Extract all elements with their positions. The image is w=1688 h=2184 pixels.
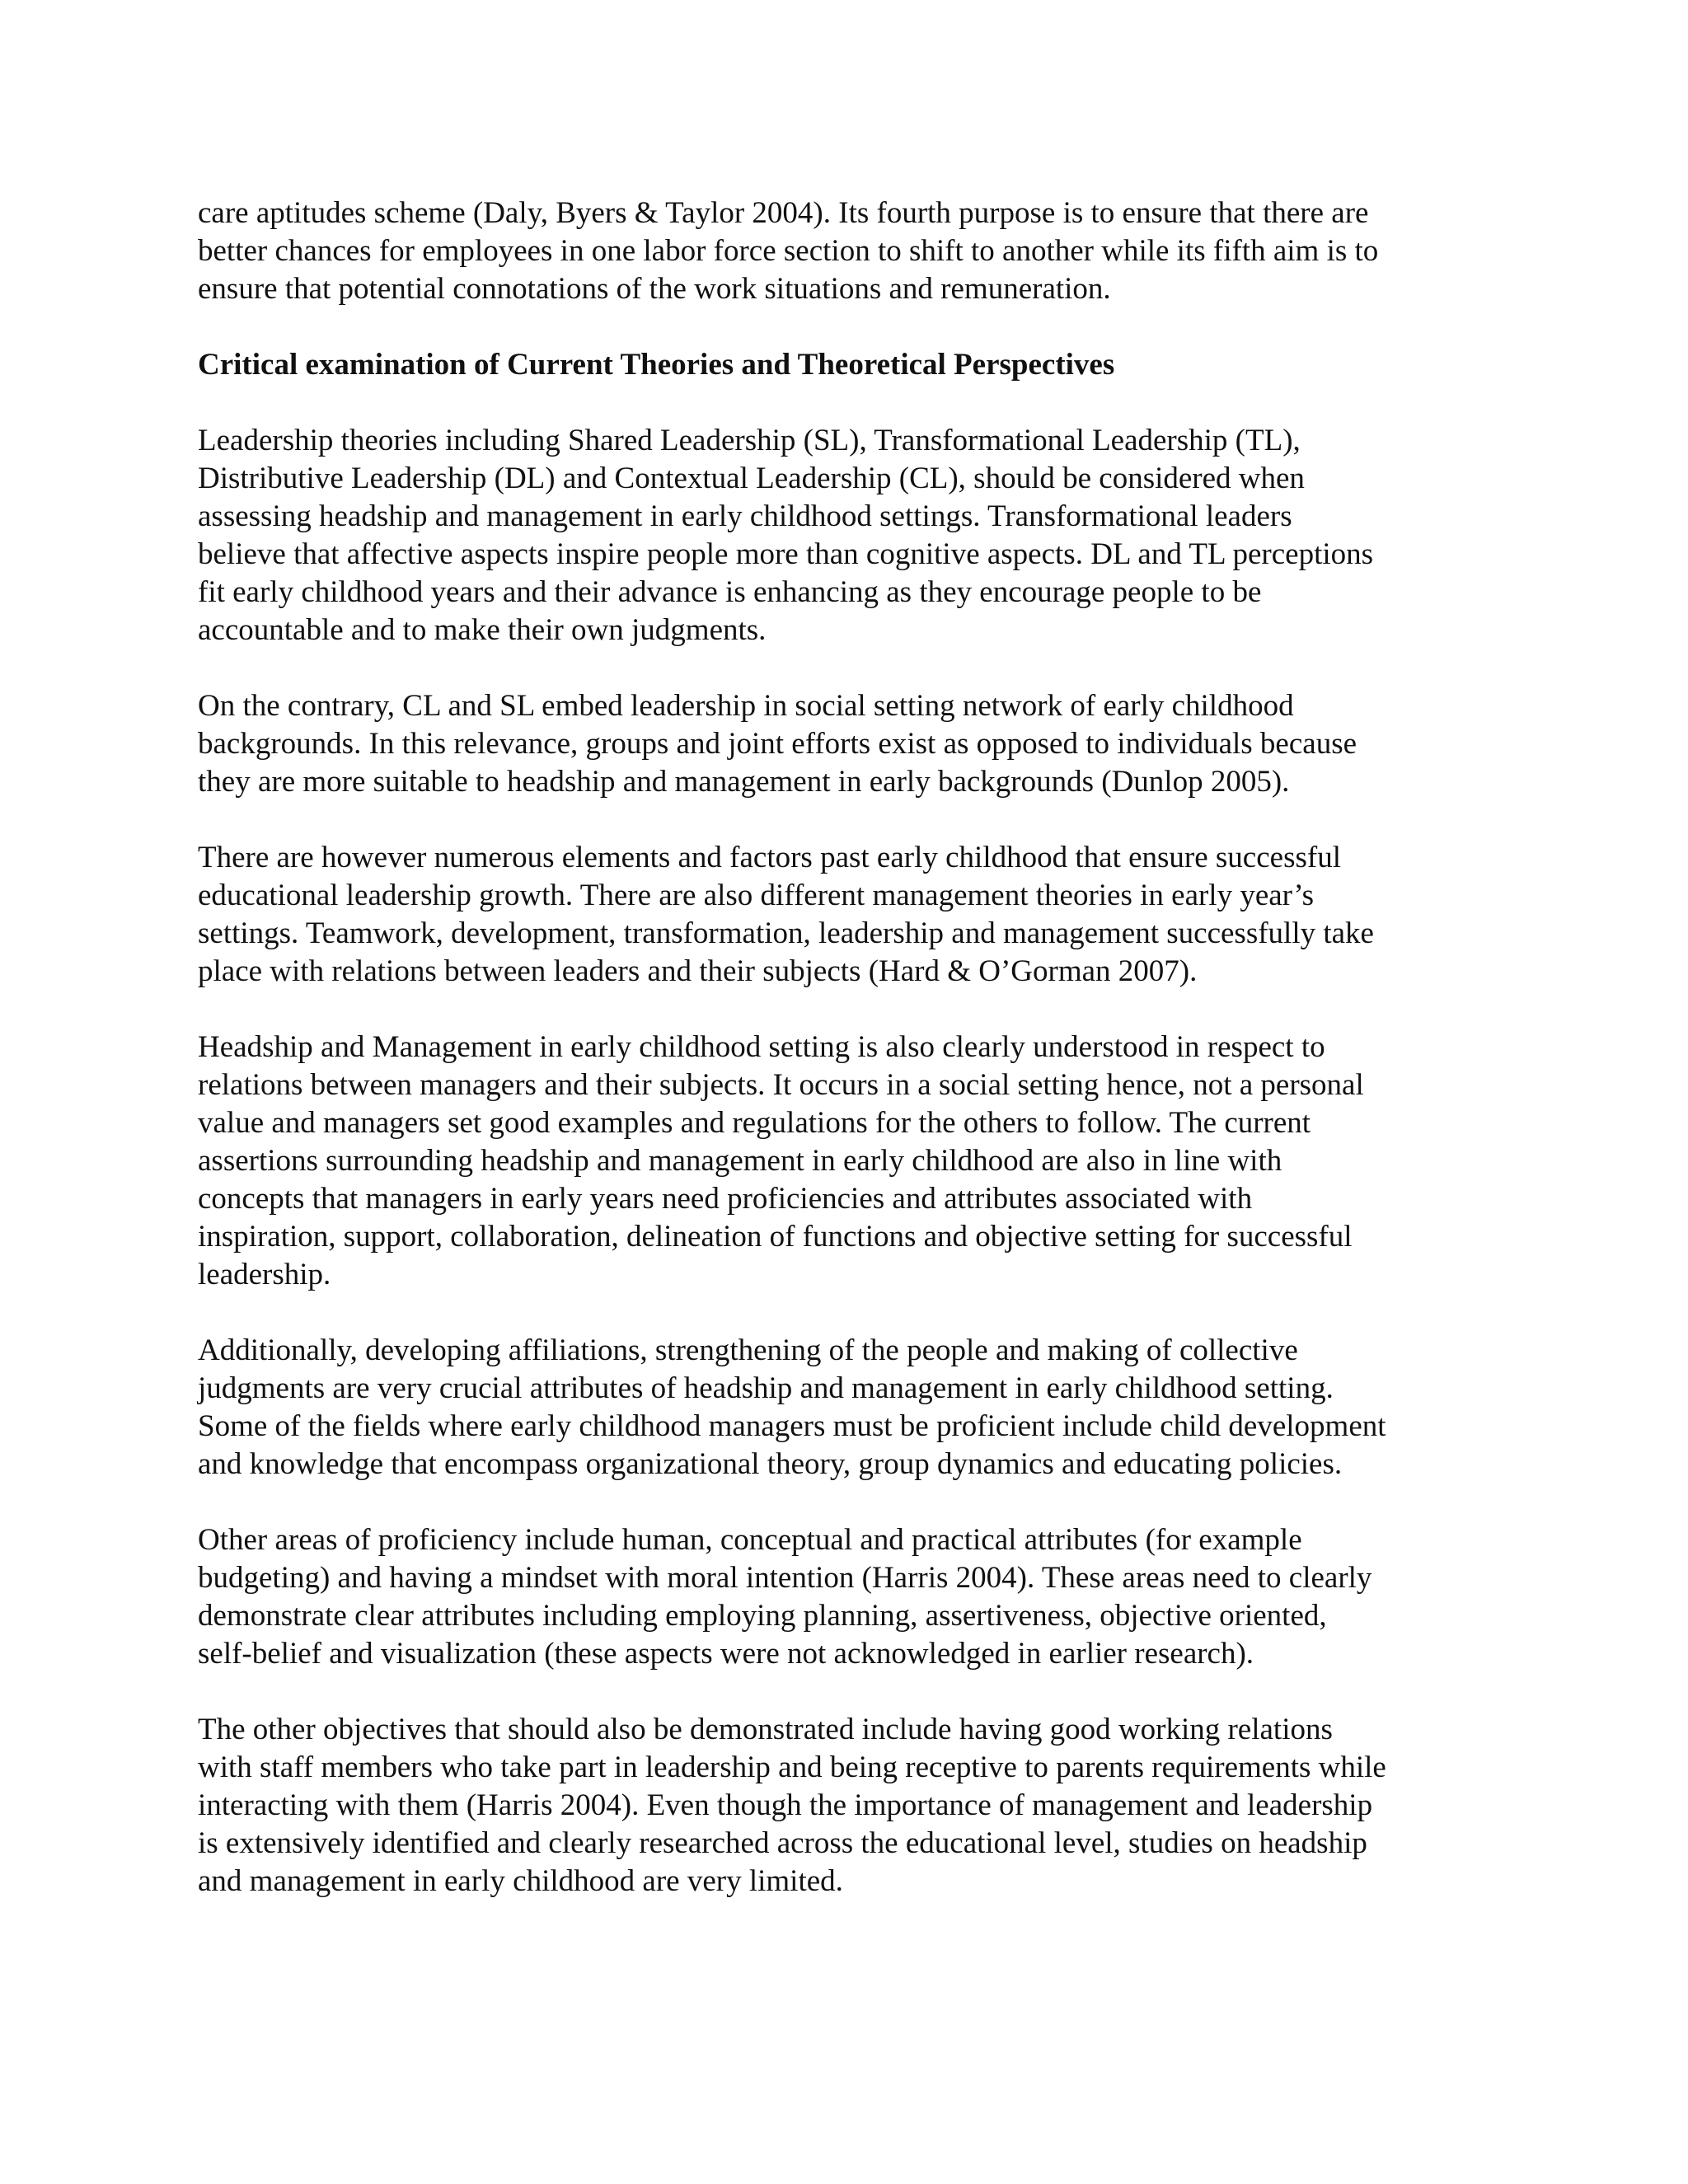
text-line: assessing headship and management in early childhood settings. Transformational leaders [198,499,1292,533]
text-line: Distributive Leadership (DL) and Contextual Leadership (CL), should be considered when [198,462,1305,495]
text-line: educational leadership growth. There are also different management theories in early year’s [198,879,1315,912]
text-line: demonstrate clear attributes including employing planning, assertiveness, objective oriented, [198,1599,1327,1633]
text-line: care aptitudes scheme (Daly, Byers & Taylor 2004). Its fourth purpose is to ensure that there are [198,196,1369,230]
text-line: concepts that managers in early years need proficiencies and attributes associated with [198,1182,1253,1216]
text-line: and management in early childhood are very limited. [198,1864,843,1898]
text-line: interacting with them (Harris 2004). Even though the importance of management and leadership [198,1788,1373,1822]
paragraph-elements-factors [198,839,1517,991]
text-line: self-belief and visualization (these aspects were not acknowledged in earlier research). [198,1637,1254,1671]
paragraph-contrary [198,687,1517,801]
text-line: judgments are very crucial attributes of headship and management in early childhood setting. [198,1371,1334,1405]
text-line: There are however numerous elements and factors past early childhood that ensure successful [198,841,1341,874]
text-line: leadership. [198,1258,331,1291]
text-line: budgeting) and having a mindset with moral intention (Harris 2004). These areas need to clearly [198,1561,1372,1595]
text-line: better chances for employees in one labor force section to shift to another while its fifth aim is to [198,234,1379,268]
text-line: Headship and Management in early childhood setting is also clearly understood in respect to [198,1030,1325,1064]
text-line: relations between managers and their subjects. It occurs in a social setting hence, not a personal [198,1068,1364,1102]
text-line: fit early childhood years and their advance is enhancing as they encourage people to be [198,575,1262,609]
text-line: they are more suitable to headship and management in early backgrounds (Dunlop 2005). [198,765,1290,799]
text-line: is extensively identified and clearly researched across the educational level, studies on headship [198,1826,1367,1860]
text-line: inspiration, support, collaboration, delineation of functions and objective setting for successful [198,1220,1353,1254]
text-line: Leadership theories including Shared Leadership (SL), Transformational Leadership (TL), [198,424,1301,457]
text-line: place with relations between leaders and their subjects (Hard & O’Gorman 2007). [198,954,1198,988]
text-line: On the contrary, CL and SL embed leadership in social setting network of early childhood [198,689,1294,723]
text-line: Some of the fields where early childhood managers must be proficient include child development [198,1409,1386,1443]
paragraph-other-areas [198,1521,1517,1673]
text-line: with staff members who take part in leadership and being receptive to parents requirements while [198,1750,1386,1784]
text-line: settings. Teamwork, development, transformation, leadership and management successfully take [198,916,1374,950]
text-line: backgrounds. In this relevance, groups and joint efforts exist as opposed to individuals because [198,727,1357,761]
text-line: Other areas of proficiency include human, conceptual and practical attributes (for example [198,1523,1302,1557]
text-line: ensure that potential connotations of the work situations and remuneration. [198,272,1111,306]
paragraph-headship-management [198,1029,1517,1294]
text-line: value and managers set good examples and regulations for the others to follow. The current [198,1106,1311,1140]
text-line: and knowledge that encompass organizational theory, group dynamics and educating policies. [198,1447,1343,1481]
paragraph-other-objectives [198,1711,1517,1900]
paragraph-additionally [198,1332,1517,1483]
text-line: Additionally, developing affiliations, strengthening of the people and making of collective [198,1333,1298,1367]
paragraph-leadership-theories [198,422,1517,649]
heading-text: Critical examination of Current Theories and Theoretical Perspectives [198,348,1115,382]
section-heading [198,346,1517,384]
document-page [198,194,1517,1938]
text-line: accountable and to make their own judgments. [198,613,767,647]
text-line: believe that affective aspects inspire people more than cognitive aspects. DL and TL perceptions [198,537,1374,571]
text-line: assertions surrounding headship and management in early childhood are also in line with [198,1144,1282,1178]
text-line: The other objectives that should also be demonstrated include having good working relations [198,1713,1333,1746]
paragraph-continuation [198,194,1517,308]
